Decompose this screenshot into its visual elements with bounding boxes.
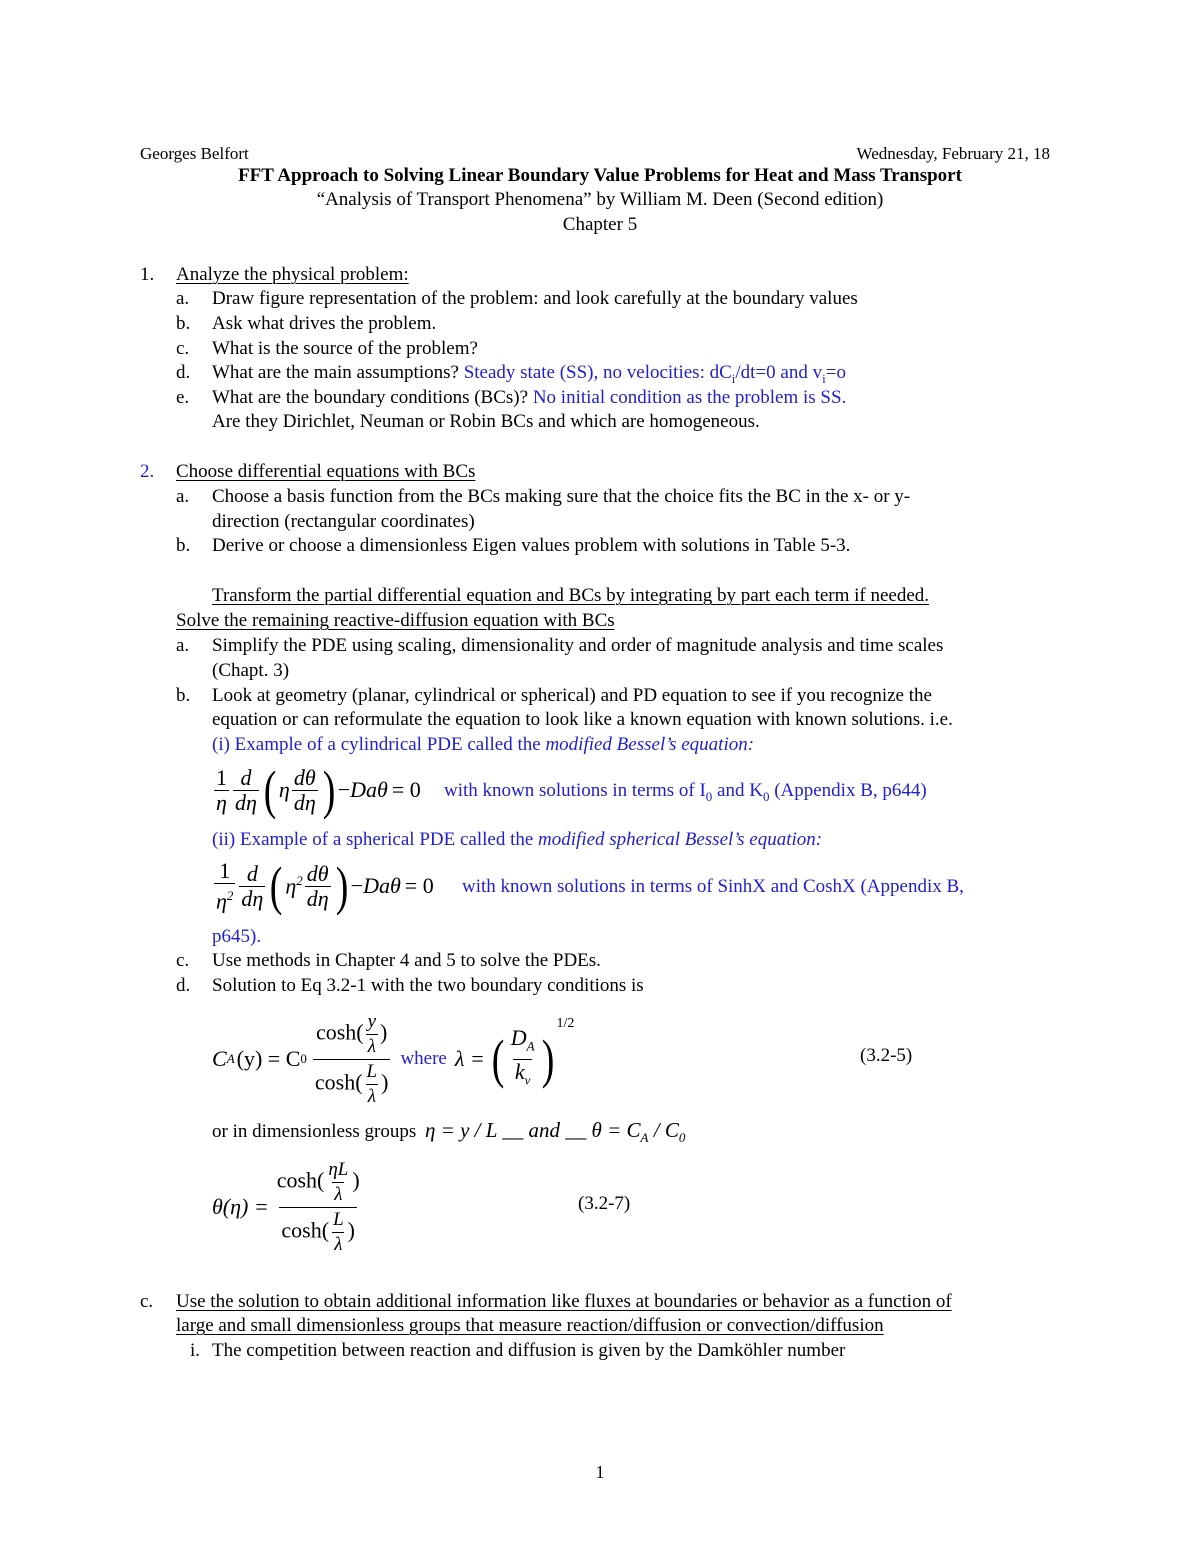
s3-sub-item: The competition between reaction and diffusion is given by the Damköhler number	[212, 1340, 846, 1361]
s1-item-d-note: Steady state (SS), no velocities: $dC_i/dt=0$ and $v_i=o$	[463, 362, 846, 386]
s1-marker-e: e.	[176, 387, 190, 408]
s2b-marker-a: a.	[176, 635, 190, 656]
section1-heading: Analyze the physical problem:	[176, 264, 409, 285]
s2b-item-b-cont: equation or can reformulate the equation to look like a known equation with known solutions. i.e.	[212, 709, 953, 730]
document-date: Wednesday, February 21, 18	[856, 144, 1050, 163]
s1-item-d-text: What are the main assumptions?	[212, 362, 459, 383]
s1-marker-b: b.	[176, 313, 191, 334]
s2c-marker-d: d.	[176, 975, 191, 996]
s3-marker: c.	[140, 1291, 154, 1312]
equation-3-2-5: C A (y) = C 0 cosh( $\frac{y}{\lambda}$ ) cosh( $\frac{L}{\lambda}$ ) where λ = ( $\frac{D_A}{k_v}$ ) 1/2	[212, 1010, 575, 1107]
section2-number: 2.	[140, 461, 155, 482]
s2-marker-a: a.	[176, 486, 190, 507]
s2c-item-c: Use methods in Chapter 4 and 5 to solve the PDEs.	[212, 950, 601, 971]
s3-item-cont: large and small dimensionless groups that measure reaction/diffusion or convection/diffusion	[176, 1315, 884, 1336]
dimensionless-groups: or in dimensionless groups η = y / L __ and __ $\theta = C_A / C_0$	[212, 1118, 686, 1146]
s2b-item-a-cont: (Chapt. 3)	[212, 660, 290, 681]
equation-3-2-7-label: (3.2-7)	[578, 1193, 631, 1214]
example1-caption: (i) Example of a cylindrical PDE called the modified Bessel’s equation:	[212, 734, 755, 755]
section2-heading: Choose differential equations with BCs	[176, 461, 476, 482]
solve-heading: Solve the remaining reactive-diffusion equation with BCs	[176, 610, 615, 631]
s2-marker-b: b.	[176, 535, 191, 556]
s1-item-c: What is the source of the problem?	[212, 338, 478, 359]
s2b-item-a: Simplify the PDE using scaling, dimensionality and order of magnitude analysis and time scales	[212, 635, 944, 656]
s2c-marker-c: c.	[176, 950, 190, 971]
s2c-item-d: Solution to Eq 3.2-1 with the two boundary conditions is	[212, 975, 644, 996]
cylindrical-bessel-equation: $\frac{1}{\eta}$ $\frac{d}{d\eta}$ ( η $\frac{d\theta}{d\eta}$ ) − Da θ = 0	[216, 760, 421, 820]
s2-item-b: Derive or choose a dimensionless Eigen values problem with solutions in Table 5-3.	[212, 535, 851, 556]
s1-item-e-text: What are the boundary conditions (BCs)?	[212, 387, 529, 408]
s1-marker-c: c.	[176, 338, 190, 359]
chapter-label: Chapter 5	[562, 214, 638, 235]
spherical-bessel-equation: $\frac{1}{\eta^2}$ $\frac{d}{d\eta}$ ( $\eta^2$ $\frac{d\theta}{d\eta}$ ) − Da θ = 0	[216, 856, 434, 916]
example1-solution: with known solutions in terms of $I_0$ and $K_0$ (Appendix B, p644)	[444, 780, 927, 804]
s2-item-a: Choose a basis function from the BCs making sure that the choice fits the BC in the x- or y-	[212, 486, 911, 507]
example2-solution: with known solutions in terms of SinhX and CoshX (Appendix B,	[462, 876, 964, 897]
s3-item: Use the solution to obtain additional information like fluxes at boundaries or behavior as a function of	[176, 1291, 952, 1312]
document-title: FFT Approach to Solving Linear Boundary Value Problems for Heat and Mass Transport	[238, 165, 962, 186]
s1-item-e-cont: Are they Dirichlet, Neuman or Robin BCs and which are homogeneous.	[212, 411, 760, 432]
s1-item-e-note: No initial condition as the problem is SS.	[532, 387, 847, 408]
s1-item-b: Ask what drives the problem.	[212, 313, 437, 334]
equation-3-2-7: θ(η) = cosh( $\frac{\eta L}{\lambda}$ ) cosh( $\frac{L}{\lambda}$ )	[212, 1158, 360, 1255]
s2-item-a-cont: direction (rectangular coordinates)	[212, 511, 475, 532]
page-number: 1	[595, 1462, 605, 1482]
s2b-marker-b: b.	[176, 685, 191, 706]
section1-number: 1.	[140, 264, 155, 285]
s1-marker-a: a.	[176, 288, 190, 309]
s1-item-a: Draw figure representation of the problem: and look carefully at the boundary values	[212, 288, 858, 309]
reference: “Analysis of Transport Phenomena” by William M. Deen (Second edition)	[316, 189, 884, 210]
s1-item-e	[212, 386, 846, 410]
example2-solution-cont: p645).	[212, 926, 262, 947]
example2-caption: (ii) Example of a spherical PDE called the modified spherical Bessel’s equation:	[212, 829, 823, 850]
author-name: Georges Belfort	[140, 144, 249, 163]
s3-sub-marker: i.	[190, 1340, 201, 1361]
s1-marker-d: d.	[176, 362, 191, 383]
equation-3-2-5-label: (3.2-5)	[860, 1045, 913, 1066]
transform-heading: Transform the partial differential equation and BCs by integrating by part each term if needed.	[212, 585, 930, 606]
s2b-item-b: Look at geometry (planar, cylindrical or spherical) and PD equation to see if you recognize the	[212, 685, 932, 706]
